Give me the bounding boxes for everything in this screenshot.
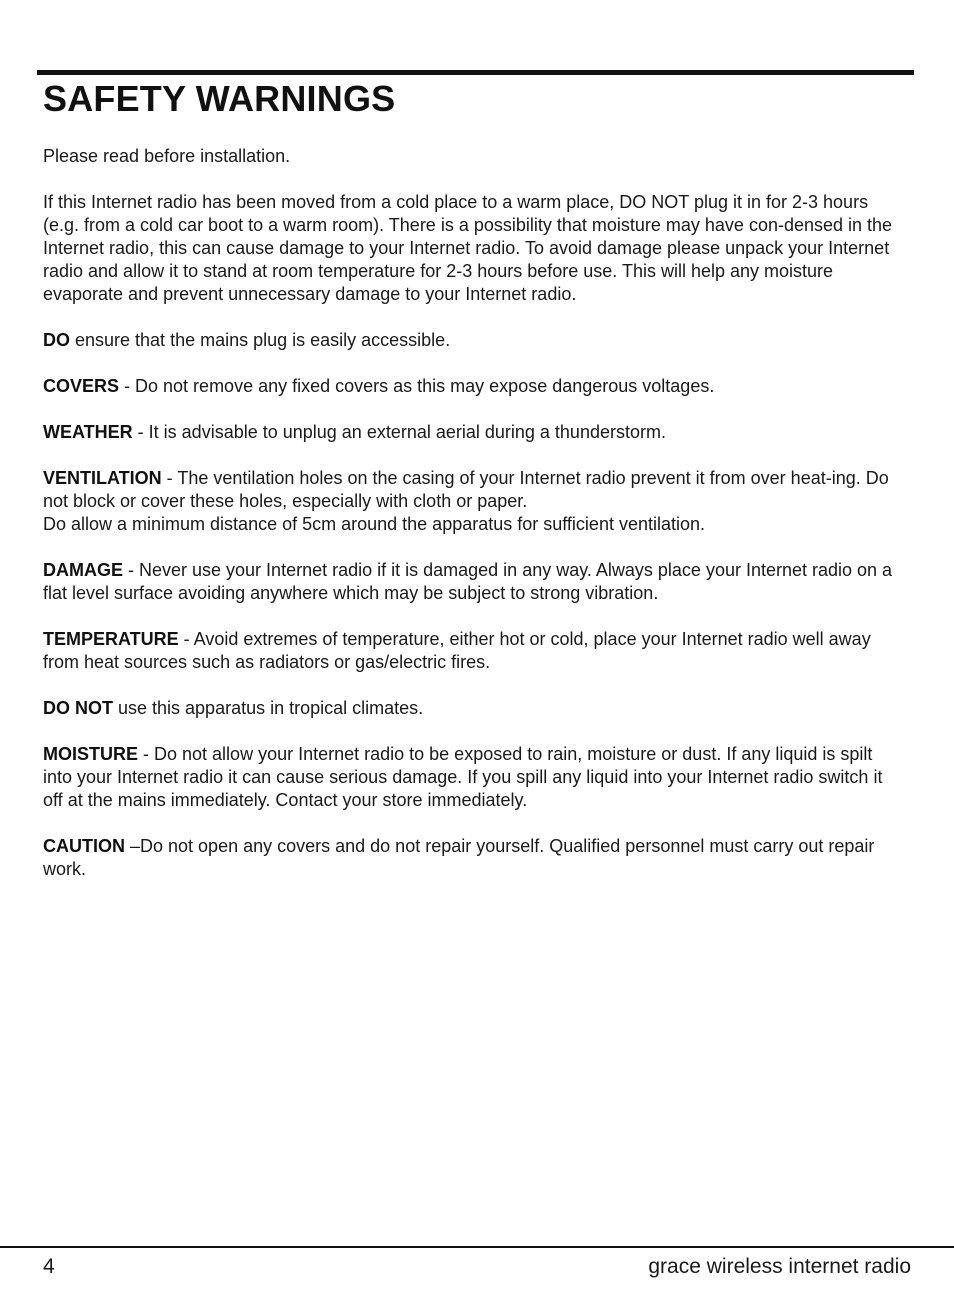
warning-text: ensure that the mains plug is easily accessible. — [70, 330, 451, 350]
intro-paragraph: Please read before installation. — [43, 146, 291, 166]
warning-label: VENTILATION — [43, 468, 162, 488]
warning-label: MOISTURE — [43, 744, 139, 764]
warning-moisture — [43, 743, 903, 812]
warning-text: - The ventilation holes on the casing of your Internet radio prevent it from over heat-ing. Do not block or cover these holes, especially with cloth or paper. — [43, 468, 889, 511]
warning-ventilation — [43, 467, 903, 513]
warning-text: –Do not open any covers and do not repair yourself. Qualified personnel must carry out repair work. — [43, 836, 875, 879]
warning-temperature — [43, 628, 903, 674]
warning-ventilation-extra: Do allow a minimum distance of 5cm around the apparatus for sufficient ventilation. — [43, 514, 706, 534]
warning-label: COVERS — [43, 376, 120, 396]
page-title: SAFETY WARNINGS — [43, 78, 396, 119]
warning-label: DO NOT — [43, 698, 113, 718]
warning-label: TEMPERATURE — [43, 629, 179, 649]
footer-product-name: grace wireless internet radio — [648, 1255, 911, 1278]
warning-caution — [43, 835, 903, 881]
warning-label: DO — [43, 330, 70, 350]
warning-text: - Do not allow your Internet radio to be exposed to rain, moisture or dust. If any liquid is spilt into your Internet radio it can cause serious damage. If you spill any liquid into your Internet radio switch it off at the mains immediately. Contact your store immediately. — [43, 744, 883, 810]
warning-label: WEATHER — [43, 422, 133, 442]
cold-warm-paragraph: If this Internet radio has been moved from a cold place to a warm place, DO NOT plug it in for 2-3 hours (e.g. from a cold car boot to a warm room). There is a possibility that moisture may have con-densed in the Internet radio, this can cause damage to your Internet radio. To avoid damage please unpack your Internet radio and allow it to stand at room temperature for 2-3 hours before use. This will help any moisture evaporate and prevent unnecessary damage to your Internet radio. — [43, 192, 893, 304]
warning-label: CAUTION — [43, 836, 125, 856]
warning-damage — [43, 559, 903, 605]
page-number: 4 — [43, 1255, 55, 1278]
warning-label: DAMAGE — [43, 560, 123, 580]
document-body — [43, 145, 903, 904]
warning-weather — [43, 421, 903, 444]
warning-text: - Do not remove any fixed covers as this may expose dangerous voltages. — [119, 376, 715, 396]
top-rule — [37, 70, 914, 75]
warning-do — [43, 329, 903, 352]
warning-text: - Never use your Internet radio if it is damaged in any way. Always place your Internet radio on a flat level surface avoiding anywhere which may be subject to strong vibration. — [43, 560, 893, 603]
warning-text: - It is advisable to unplug an external aerial during a thunderstorm. — [132, 422, 666, 442]
warning-text: use this apparatus in tropical climates. — [113, 698, 424, 718]
warning-text: - Avoid extremes of temperature, either hot or cold, place your Internet radio well away from heat sources such as radiators or gas/electric fires. — [43, 629, 871, 672]
warning-do-not — [43, 697, 903, 720]
warning-covers — [43, 375, 903, 398]
footer-rule — [0, 1246, 954, 1248]
